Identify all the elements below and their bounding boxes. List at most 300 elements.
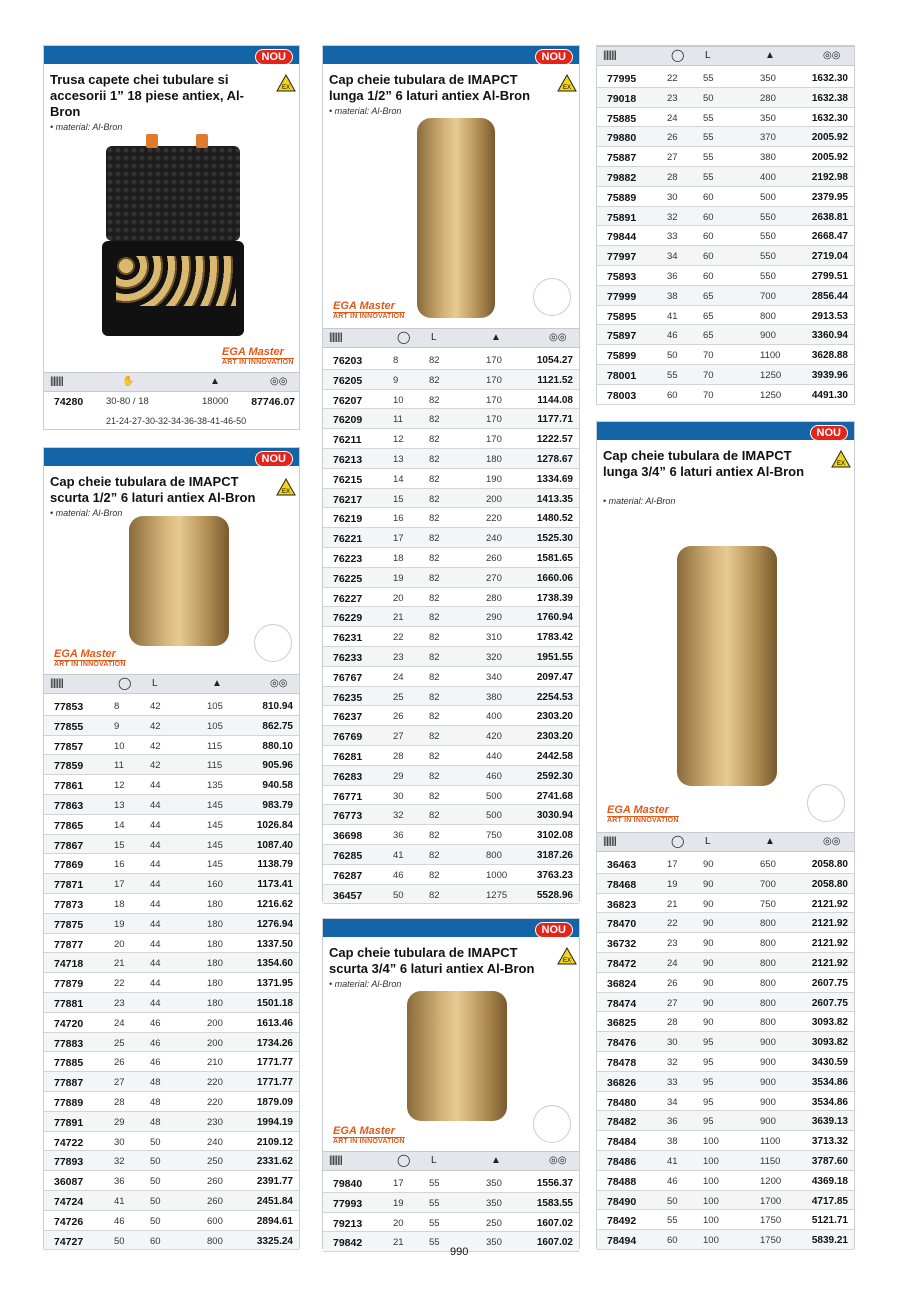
socket-size: 11 bbox=[393, 414, 403, 426]
socket-price: 1173.41 bbox=[257, 879, 293, 891]
socket-price: 1222.57 bbox=[536, 434, 573, 446]
socket-size: 60 bbox=[667, 1235, 678, 1247]
socket-length: 82 bbox=[429, 533, 440, 545]
socket-weight: 380 bbox=[486, 691, 502, 703]
product-code: 74722 bbox=[54, 1136, 84, 1149]
material-note: • material: Al-Bron bbox=[50, 508, 123, 518]
product-code: 76233 bbox=[333, 651, 363, 664]
socket-length: 82 bbox=[429, 691, 440, 703]
socket-length: 95 bbox=[703, 1096, 714, 1108]
product-code: 79018 bbox=[607, 92, 637, 105]
socket-price: 1951.55 bbox=[536, 651, 573, 663]
price-coins-icon: ◎◎ bbox=[823, 50, 841, 61]
socket-length: 55 bbox=[429, 1237, 440, 1249]
socket-price: 1607.02 bbox=[536, 1237, 573, 1249]
socket-length: 82 bbox=[429, 830, 440, 842]
socket-price: 1354.60 bbox=[256, 958, 293, 970]
hexagon-icon bbox=[533, 1105, 571, 1143]
product-code: 75889 bbox=[607, 191, 637, 204]
price-table bbox=[323, 350, 579, 904]
socket-length: 82 bbox=[429, 790, 440, 802]
product-code: 77867 bbox=[54, 839, 84, 852]
socket-length: 82 bbox=[429, 592, 440, 604]
socket-length: 44 bbox=[150, 997, 161, 1009]
socket-size: 24 bbox=[667, 112, 678, 124]
socket-length: 82 bbox=[429, 473, 440, 485]
product-code: 74720 bbox=[54, 1017, 84, 1030]
socket-price: 3534.86 bbox=[811, 1096, 848, 1108]
socket-size: 19 bbox=[393, 572, 404, 584]
socket-weight: 180 bbox=[207, 997, 223, 1009]
socket-length: 48 bbox=[150, 1077, 161, 1089]
card-header-bar bbox=[44, 448, 299, 466]
socket-price: 3102.08 bbox=[536, 830, 573, 842]
socket-weight: 170 bbox=[486, 355, 502, 366]
socket-size: 55 bbox=[667, 1215, 678, 1227]
socket-size: 11 bbox=[114, 760, 124, 772]
table-row bbox=[323, 607, 579, 627]
socket-size: 24 bbox=[393, 671, 404, 683]
socket-length: 90 bbox=[703, 957, 714, 969]
socket-weight: 180 bbox=[207, 978, 223, 990]
socket-weight: 180 bbox=[486, 453, 502, 465]
socket-length: 50 bbox=[150, 1215, 161, 1227]
socket-size: 30 bbox=[667, 191, 678, 203]
socket-size: 24 bbox=[114, 1017, 125, 1029]
table-row bbox=[44, 1072, 299, 1092]
socket-size: 27 bbox=[667, 152, 678, 164]
length-label: L bbox=[152, 678, 158, 689]
socket-weight: 350 bbox=[486, 1197, 502, 1209]
product-code: 76773 bbox=[333, 810, 363, 823]
product-code: 79882 bbox=[607, 171, 637, 184]
card-header-bar bbox=[597, 422, 854, 440]
socket-price: 2058.80 bbox=[811, 878, 848, 890]
new-badge: NOU bbox=[535, 922, 573, 938]
socket-weight: 260 bbox=[486, 552, 502, 564]
brand-logo: EGA Master ART IN INNOVATION bbox=[607, 804, 679, 824]
socket-weight: 1200 bbox=[760, 1175, 782, 1187]
socket-weight: 800 bbox=[760, 997, 776, 1009]
kit-weight: 18000 bbox=[202, 396, 229, 407]
ex-warning-icon bbox=[831, 450, 851, 468]
socket-length: 82 bbox=[429, 493, 440, 505]
new-badge: NOU bbox=[810, 425, 848, 441]
socket-length: 44 bbox=[150, 918, 161, 930]
table-row bbox=[323, 568, 579, 588]
size-circle-icon: ◯ bbox=[397, 330, 411, 344]
socket-size: 33 bbox=[667, 1076, 678, 1088]
socket-price: 1738.39 bbox=[536, 592, 573, 604]
table-row bbox=[323, 1193, 579, 1213]
socket-weight: 440 bbox=[486, 750, 502, 762]
product-code: 78468 bbox=[607, 878, 637, 891]
product-code: 76227 bbox=[333, 592, 363, 605]
socket-price: 2192.98 bbox=[811, 171, 848, 183]
table-row bbox=[323, 825, 579, 845]
socket-length: 55 bbox=[703, 171, 714, 183]
socket-length: 60 bbox=[703, 231, 714, 243]
socket-price: 2391.77 bbox=[256, 1176, 293, 1188]
socket-price: 1771.77 bbox=[256, 1077, 293, 1089]
socket-price: 1660.06 bbox=[536, 572, 573, 584]
socket-length: 55 bbox=[703, 152, 714, 164]
socket-weight: 350 bbox=[760, 73, 776, 84]
table-row bbox=[44, 1132, 299, 1152]
socket-weight: 145 bbox=[207, 799, 223, 811]
material-note: • material: Al-Bron bbox=[603, 496, 676, 506]
svg-text:EX: EX bbox=[562, 958, 572, 964]
socket-length: 100 bbox=[703, 1155, 719, 1167]
socket-weight: 900 bbox=[760, 1076, 776, 1088]
product-code: 77885 bbox=[54, 1057, 84, 1070]
socket-length: 90 bbox=[703, 918, 714, 930]
continuation-table-card bbox=[596, 45, 855, 405]
product-code: 77869 bbox=[54, 859, 84, 872]
socket-weight: 220 bbox=[207, 1077, 223, 1089]
table-row bbox=[323, 647, 579, 667]
socket-price: 1525.30 bbox=[536, 533, 573, 545]
socket-price: 1501.18 bbox=[256, 997, 293, 1009]
table-row bbox=[44, 914, 299, 934]
socket-size: 34 bbox=[667, 251, 678, 263]
socket-price: 3939.96 bbox=[811, 369, 848, 381]
socket-price: 2303.20 bbox=[536, 731, 573, 743]
socket-size: 28 bbox=[114, 1096, 125, 1108]
socket-price: 3360.94 bbox=[811, 330, 848, 342]
socket-size: 50 bbox=[114, 1235, 125, 1247]
socket-weight: 750 bbox=[486, 830, 502, 842]
socket-weight: 145 bbox=[207, 859, 223, 871]
product-code: 76225 bbox=[333, 572, 363, 585]
ex-warning-icon bbox=[276, 478, 296, 496]
table-row bbox=[44, 894, 299, 914]
product-code: 74724 bbox=[54, 1195, 84, 1208]
table-row bbox=[44, 696, 299, 716]
table-header bbox=[323, 328, 579, 348]
socket-price: 2592.30 bbox=[536, 770, 573, 782]
socket-price: 2058.80 bbox=[811, 859, 848, 870]
socket-weight: 220 bbox=[486, 513, 502, 525]
product-code: 76221 bbox=[333, 533, 363, 546]
socket-weight: 1000 bbox=[486, 869, 508, 881]
socket-size: 21 bbox=[667, 898, 678, 910]
size-circle-icon: ◯ bbox=[397, 1153, 411, 1167]
socket-length: 82 bbox=[429, 572, 440, 584]
product-code: 36826 bbox=[607, 1076, 637, 1089]
socket-price: 905.96 bbox=[262, 760, 293, 772]
barcode-icon: |||||||| bbox=[603, 836, 616, 847]
socket-weight: 550 bbox=[760, 211, 776, 223]
socket-length: 55 bbox=[703, 73, 714, 84]
table-row bbox=[44, 755, 299, 775]
socket-size: 30 bbox=[393, 790, 404, 802]
socket-weight: 320 bbox=[486, 651, 502, 663]
socket-size: 26 bbox=[667, 977, 678, 989]
product-code: 78488 bbox=[607, 1175, 637, 1188]
socket-size: 46 bbox=[667, 1175, 678, 1187]
socket-size: 10 bbox=[114, 740, 125, 752]
product-title: Trusa capete chei tubulare si accesorii 1” 18 piese antiex, Al-Bron bbox=[50, 72, 244, 119]
socket-size: 46 bbox=[114, 1215, 125, 1227]
barcode-icon: |||||||| bbox=[50, 376, 63, 387]
socket-weight: 170 bbox=[486, 394, 502, 406]
socket-price: 1087.40 bbox=[256, 839, 293, 851]
table-row bbox=[44, 1112, 299, 1132]
socket-size: 28 bbox=[667, 171, 678, 183]
socket-size: 22 bbox=[393, 632, 404, 644]
table-row bbox=[597, 1171, 854, 1191]
brand-logo: EGA Master ART IN INNOVATION bbox=[333, 1125, 405, 1145]
socket-price: 1480.52 bbox=[536, 513, 573, 525]
product-code: 76231 bbox=[333, 632, 363, 645]
material-note: • material: Al-Bron bbox=[50, 122, 123, 132]
toolcase-image bbox=[106, 146, 240, 336]
socket-size: 33 bbox=[667, 231, 678, 243]
socket-price: 2109.12 bbox=[256, 1136, 293, 1148]
product-code: 76207 bbox=[333, 394, 363, 407]
socket-weight: 800 bbox=[760, 1017, 776, 1029]
product-code: 77865 bbox=[54, 819, 84, 832]
table-header bbox=[597, 46, 854, 66]
socket-price: 3787.60 bbox=[811, 1155, 848, 1167]
socket-size: 26 bbox=[393, 711, 404, 723]
socket-size: 29 bbox=[114, 1116, 125, 1128]
socket-size: 50 bbox=[667, 350, 678, 362]
product-title: Cap cheie tubulara de IMAPCT lunga 1/2” 6 laturi antiex Al-Bron bbox=[329, 72, 531, 103]
socket-size: 13 bbox=[393, 453, 404, 465]
table-header bbox=[44, 372, 299, 392]
socket-price: 2607.75 bbox=[811, 977, 848, 989]
svg-text:EX: EX bbox=[562, 85, 572, 91]
socket-size: 9 bbox=[393, 374, 399, 386]
socket-weight: 170 bbox=[486, 414, 502, 426]
table-row bbox=[597, 973, 854, 993]
product-code: 78003 bbox=[607, 389, 637, 402]
socket-size: 36 bbox=[114, 1176, 125, 1188]
table-row bbox=[44, 1092, 299, 1112]
table-row bbox=[597, 325, 854, 345]
product-code: 78470 bbox=[607, 918, 637, 931]
socket-size: 17 bbox=[393, 1178, 404, 1189]
socket-length: 82 bbox=[429, 731, 440, 743]
socket-price: 1632.30 bbox=[811, 112, 848, 124]
card-header-bar bbox=[44, 46, 299, 64]
barcode-icon: |||||||| bbox=[329, 332, 342, 343]
socket-length: 55 bbox=[703, 132, 714, 144]
socket-price: 2913.53 bbox=[811, 310, 848, 322]
table-row bbox=[44, 1171, 299, 1191]
socket-length: 50 bbox=[703, 92, 714, 104]
table-row bbox=[323, 429, 579, 449]
socket-price: 3430.59 bbox=[811, 1056, 848, 1068]
kit-code: 74280 bbox=[54, 396, 84, 408]
table-row bbox=[44, 815, 299, 835]
product-code: 74718 bbox=[54, 958, 84, 971]
socket-price: 1783.42 bbox=[536, 632, 573, 644]
socket-weight: 135 bbox=[207, 780, 223, 792]
socket-size: 25 bbox=[393, 691, 404, 703]
socket-size: 24 bbox=[667, 957, 678, 969]
socket-weight: 700 bbox=[760, 290, 776, 302]
socket-price: 862.75 bbox=[262, 720, 293, 732]
socket-size: 46 bbox=[667, 330, 678, 342]
price-table bbox=[597, 854, 854, 1250]
barcode-icon: |||||||| bbox=[329, 1155, 342, 1166]
socket-length: 44 bbox=[150, 819, 161, 831]
product-code: 36698 bbox=[333, 830, 363, 843]
product-code: 78486 bbox=[607, 1155, 637, 1168]
table-row bbox=[323, 588, 579, 608]
table-row bbox=[44, 953, 299, 973]
socket-price: 2719.04 bbox=[811, 251, 848, 263]
table-row bbox=[44, 835, 299, 855]
socket-weight: 1250 bbox=[760, 389, 782, 401]
socket-size: 41 bbox=[667, 1155, 678, 1167]
weight-icon: ▲ bbox=[491, 332, 501, 343]
socket-length: 48 bbox=[150, 1096, 161, 1108]
socket-size: 46 bbox=[393, 869, 404, 881]
socket-price: 3713.32 bbox=[811, 1136, 848, 1148]
product-code: 76767 bbox=[333, 671, 363, 684]
socket-price: 1556.37 bbox=[536, 1178, 573, 1189]
socket-weight: 200 bbox=[207, 1037, 223, 1049]
weight-icon: ▲ bbox=[765, 50, 775, 61]
product-code: 76285 bbox=[333, 849, 363, 862]
product-code: 78490 bbox=[607, 1195, 637, 1208]
table-row bbox=[597, 1092, 854, 1112]
socket-image bbox=[417, 118, 495, 318]
table-row bbox=[597, 1111, 854, 1131]
socket-length: 42 bbox=[150, 701, 161, 712]
socket-weight: 400 bbox=[760, 171, 776, 183]
socket-size: 36 bbox=[393, 830, 404, 842]
socket-size: 23 bbox=[667, 938, 678, 950]
socket-price: 1371.95 bbox=[256, 978, 293, 990]
socket-size: 17 bbox=[667, 859, 678, 870]
kit-row bbox=[44, 394, 299, 412]
product-code: 77889 bbox=[54, 1096, 84, 1109]
socket-weight: 105 bbox=[207, 720, 223, 732]
table-row bbox=[44, 854, 299, 874]
table-row bbox=[597, 1191, 854, 1211]
socket-price: 5121.71 bbox=[811, 1215, 848, 1227]
socket-size: 38 bbox=[667, 1136, 678, 1148]
socket-length: 70 bbox=[703, 369, 714, 381]
socket-price: 3628.88 bbox=[811, 350, 848, 362]
socket-size: 29 bbox=[393, 770, 404, 782]
product-code: 36824 bbox=[607, 977, 637, 990]
socket-weight: 700 bbox=[760, 878, 776, 890]
product-code: 79842 bbox=[333, 1237, 363, 1250]
socket-length: 44 bbox=[150, 780, 161, 792]
socket-length: 44 bbox=[150, 879, 161, 891]
price-table bbox=[323, 1173, 579, 1252]
socket-weight: 210 bbox=[207, 1057, 223, 1069]
table-row bbox=[597, 167, 854, 187]
socket-price: 1632.30 bbox=[811, 73, 848, 84]
product-code: 74726 bbox=[54, 1215, 84, 1228]
table-row bbox=[44, 973, 299, 993]
socket-price: 2741.68 bbox=[536, 790, 573, 802]
socket-length: 44 bbox=[150, 859, 161, 871]
socket-price: 2121.92 bbox=[811, 938, 848, 950]
socket-price: 4491.30 bbox=[811, 389, 848, 401]
table-row bbox=[44, 993, 299, 1013]
table-row bbox=[323, 390, 579, 410]
socket-weight: 230 bbox=[207, 1116, 223, 1128]
socket-weight: 800 bbox=[207, 1235, 223, 1247]
product-code: 78492 bbox=[607, 1215, 637, 1228]
socket-size: 36 bbox=[667, 270, 678, 282]
socket-length: 82 bbox=[429, 453, 440, 465]
socket-weight: 900 bbox=[760, 1096, 776, 1108]
product-code: 75895 bbox=[607, 310, 637, 323]
product-code: 77999 bbox=[607, 290, 637, 303]
socket-size: 20 bbox=[114, 938, 125, 950]
product-code: 78472 bbox=[607, 957, 637, 970]
product-code: 78474 bbox=[607, 997, 637, 1010]
product-code: 79840 bbox=[333, 1178, 363, 1190]
product-title: Cap cheie tubulara de IMAPCT scurta 1/2” 6 laturi antiex Al-Bron bbox=[50, 474, 256, 505]
product-code: 74727 bbox=[54, 1235, 84, 1248]
table-row bbox=[44, 1033, 299, 1053]
socket-weight: 900 bbox=[760, 1056, 776, 1068]
socket-size: 32 bbox=[114, 1156, 125, 1168]
table-row bbox=[597, 1131, 854, 1151]
socket-size: 28 bbox=[667, 1017, 678, 1029]
table-row bbox=[44, 1211, 299, 1231]
socket-price: 1994.19 bbox=[256, 1116, 293, 1128]
socket-length: 95 bbox=[703, 1116, 714, 1128]
product-code: 75899 bbox=[607, 350, 637, 363]
table-row bbox=[597, 1072, 854, 1092]
product-code: 76235 bbox=[333, 691, 363, 704]
socket-price: 2638.81 bbox=[811, 211, 848, 223]
product-code: 76213 bbox=[333, 453, 363, 466]
socket-size: 22 bbox=[114, 978, 125, 990]
socket-price: 1278.67 bbox=[536, 453, 573, 465]
socket-length: 60 bbox=[703, 270, 714, 282]
socket-length: 95 bbox=[703, 1076, 714, 1088]
socket-price: 2331.62 bbox=[256, 1156, 293, 1168]
socket-weight: 115 bbox=[207, 740, 223, 752]
socket-length: 82 bbox=[429, 552, 440, 564]
socket-length: 90 bbox=[703, 1017, 714, 1029]
socket-length: 82 bbox=[429, 849, 440, 861]
socket-length: 44 bbox=[150, 938, 161, 950]
table-row bbox=[597, 187, 854, 207]
socket-length: 65 bbox=[703, 290, 714, 302]
socket-weight: 1700 bbox=[760, 1195, 782, 1207]
socket-length: 46 bbox=[150, 1017, 161, 1029]
socket-size: 23 bbox=[114, 997, 125, 1009]
price-coins-icon: ◎◎ bbox=[549, 1155, 567, 1166]
socket-weight: 420 bbox=[486, 731, 502, 743]
socket-length: 82 bbox=[429, 750, 440, 762]
product-code: 77877 bbox=[54, 938, 84, 951]
socket-weight: 800 bbox=[760, 918, 776, 930]
range-icon: ✋ bbox=[122, 376, 135, 387]
product-code: 77861 bbox=[54, 780, 84, 793]
socket-size: 38 bbox=[667, 290, 678, 302]
table-row bbox=[597, 306, 854, 326]
socket-length: 55 bbox=[429, 1217, 440, 1229]
table-header bbox=[597, 832, 854, 852]
socket-weight: 750 bbox=[760, 898, 776, 910]
socket-length: 42 bbox=[150, 720, 161, 732]
socket-price: 1607.02 bbox=[536, 1217, 573, 1229]
